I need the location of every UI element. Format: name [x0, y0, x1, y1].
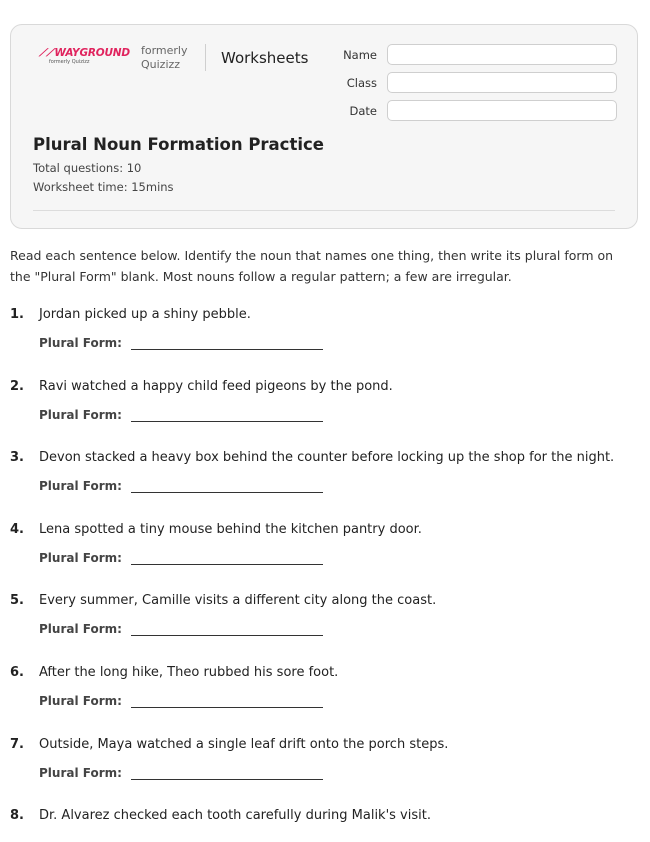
section-label: Worksheets — [221, 49, 309, 67]
worksheet-header-card — [10, 24, 638, 229]
formerly-quizizz-label — [141, 44, 188, 72]
answer-label: Plural Form: — [39, 408, 122, 422]
date-label: Date — [349, 103, 377, 118]
answer-blank[interactable] — [131, 407, 323, 422]
header-divider-line — [33, 210, 615, 211]
date-field[interactable] — [387, 100, 617, 121]
question-number: 1. — [10, 307, 24, 322]
name-field-row — [311, 44, 617, 65]
answer-blank[interactable] — [131, 550, 323, 565]
total-questions: Total questions: 10 — [33, 161, 142, 175]
answer-blank[interactable] — [131, 621, 323, 636]
worksheet-time: Worksheet time: 15mins — [33, 180, 174, 194]
question-item — [10, 522, 640, 565]
formerly-line: formerly — [141, 44, 188, 57]
answer-label: Plural Form: — [39, 694, 122, 708]
class-field-row — [311, 72, 617, 93]
question-text: Jordan picked up a shiny pebble. — [39, 307, 251, 322]
question-item — [10, 737, 640, 780]
question-text: Outside, Maya watched a single leaf drift onto the porch steps. — [39, 737, 449, 752]
brand-subtitle: formerly Quizizz — [49, 59, 90, 65]
question-item — [10, 665, 640, 708]
question-item — [10, 593, 640, 636]
question-number: 5. — [10, 593, 24, 608]
question-text: Ravi watched a happy child feed pigeons by the pond. — [39, 379, 393, 394]
answer-label: Plural Form: — [39, 622, 122, 636]
question-text: Devon stacked a heavy box behind the counter before locking up the shop for the night. — [39, 450, 615, 465]
answer-label: Plural Form: — [39, 479, 122, 493]
answer-blank[interactable] — [131, 335, 323, 350]
answer-label: Plural Form: — [39, 551, 122, 565]
question-item — [10, 808, 640, 823]
instructions-text: Read each sentence below. Identify the noun that names one thing, then write its plural form on the "Plural Form" blank. Most nouns follow a regular pattern; a few are irregular. — [10, 248, 614, 284]
name-label: Name — [343, 47, 377, 62]
question-text: After the long hike, Theo rubbed his sore foot. — [39, 665, 339, 680]
question-item — [10, 379, 640, 422]
worksheet-title: Plural Noun Formation Practice — [33, 135, 324, 154]
quizizz-line: Quizizz — [141, 58, 181, 71]
answer-label: Plural Form: — [39, 336, 122, 350]
answer-label: Plural Form: — [39, 766, 122, 780]
question-text: Dr. Alvarez checked each tooth carefully during Malik's visit. — [39, 808, 431, 823]
answer-blank[interactable] — [131, 765, 323, 780]
date-field-row — [311, 100, 617, 121]
question-number: 4. — [10, 522, 24, 537]
question-number: 6. — [10, 665, 24, 680]
question-item — [10, 307, 640, 350]
question-text: Every summer, Camille visits a different city along the coast. — [39, 593, 437, 608]
brand-logo — [39, 47, 130, 65]
name-field[interactable] — [387, 44, 617, 65]
class-field[interactable] — [387, 72, 617, 93]
logo-mark-icon: ⟋⟋ — [39, 47, 54, 59]
question-number: 2. — [10, 379, 24, 394]
answer-blank[interactable] — [131, 478, 323, 493]
brand-logo-text: WAYGROUND — [54, 47, 130, 59]
question-item — [10, 450, 640, 493]
question-text: Lena spotted a tiny mouse behind the kitchen pantry door. — [39, 522, 422, 537]
answer-blank[interactable] — [131, 693, 323, 708]
question-number: 8. — [10, 808, 24, 823]
question-number: 3. — [10, 450, 24, 465]
class-label: Class — [346, 75, 377, 90]
question-number: 7. — [10, 737, 24, 752]
header-divider — [205, 44, 206, 71]
